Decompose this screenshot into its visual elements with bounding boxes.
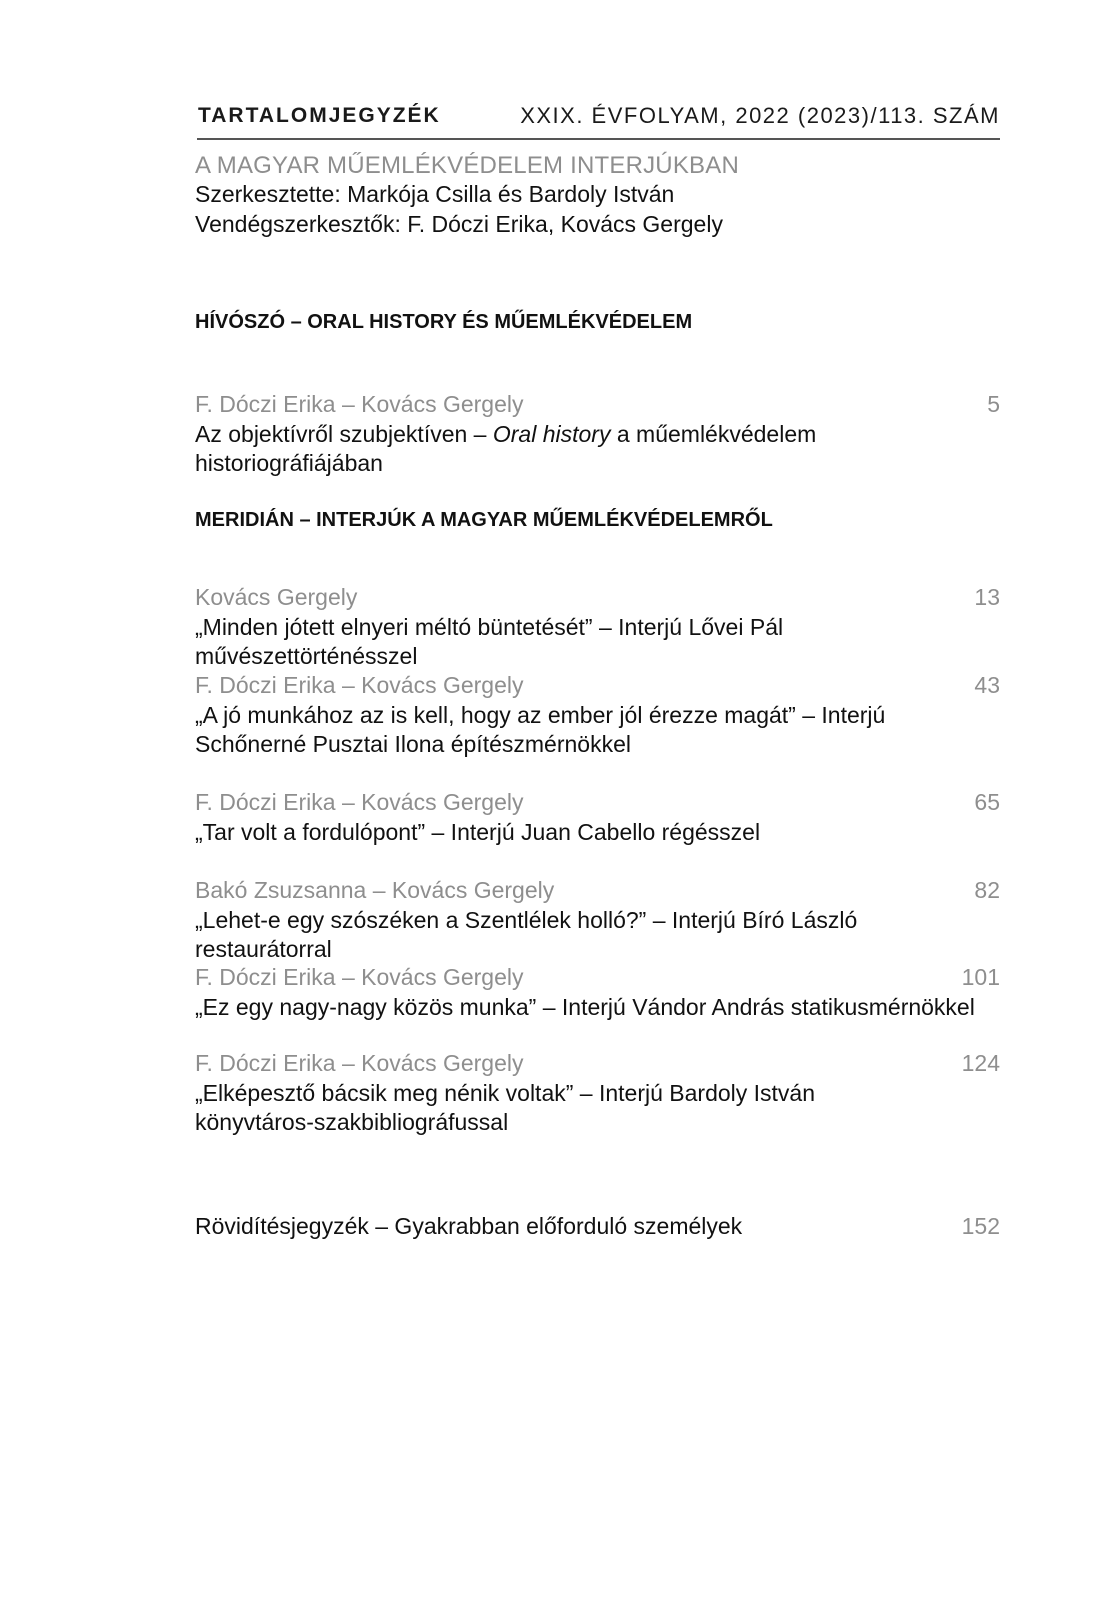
issue-guest-editors: Vendégszerkesztők: F. Dóczi Erika, Kovács Gergely	[195, 211, 723, 237]
page-header	[197, 100, 1000, 140]
entry-page-number: 43	[974, 672, 1000, 698]
issue-editors: Szerkesztette: Markója Csilla és Bardoly István	[195, 181, 675, 207]
entry-page-number: 82	[974, 877, 1000, 903]
entry-page-number: 152	[961, 1213, 1000, 1239]
entry-author: F. Dóczi Erika – Kovács Gergely	[195, 964, 524, 990]
entry-author: Kovács Gergely	[195, 584, 358, 610]
entry-title: „A jó munkához az is kell, hogy az ember jól érezze magát” – Interjú Schőnerné Pusztai Ilona építészmérnökkel	[195, 702, 886, 757]
entry-title: „Ez egy nagy-nagy közös munka” – Interjú Vándor András statikusmérnökkel	[195, 994, 975, 1020]
entry-title-part: a műemlékvédelem historiográfiájában	[195, 421, 817, 476]
entry-author: Bakó Zsuzsanna – Kovács Gergely	[195, 877, 555, 903]
entry-author: F. Dóczi Erika – Kovács Gergely	[195, 1050, 524, 1076]
header-issue-info: XXIX. ÉVFOLYAM, 2022 (2023)/113. SZÁM	[520, 103, 1000, 128]
issue-title: A MAGYAR MŰEMLÉKVÉDELEM INTERJÚKBAN	[195, 152, 739, 179]
entry-page-number: 101	[961, 964, 1000, 990]
entry-page-number: 124	[961, 1050, 1000, 1076]
entry-page-number: 65	[974, 789, 1000, 815]
section-title-meridian: MERIDIÁN – INTERJÚK A MAGYAR MŰEMLÉKVÉDELEMRŐL	[195, 509, 773, 531]
entry-title: Rövidítésjegyzék – Gyakrabban előforduló személyek	[195, 1213, 743, 1239]
toc-entry-abbreviations[interactable]	[195, 1213, 1000, 1245]
entry-title	[195, 420, 985, 478]
entry-author: F. Dóczi Erika – Kovács Gergely	[195, 672, 524, 698]
entry-page-number: 5	[987, 391, 1000, 417]
entry-title: „Elképesztő bácsik meg nénik voltak” – Interjú Bardoly István könyvtáros-szakbibliográfussal	[195, 1080, 816, 1135]
entry-page-number: 13	[974, 584, 1000, 610]
entry-title-italic: Oral history	[492, 421, 611, 447]
entry-title: „Tar volt a fordulópont” – Interjú Juan Cabello régésszel	[195, 819, 761, 845]
header-section-label: TARTALOMJEGYZÉK	[198, 104, 441, 127]
entry-author: F. Dóczi Erika – Kovács Gergely	[195, 789, 524, 815]
section-title-hivoszo: HÍVÓSZÓ – ORAL HISTORY ÉS MŰEMLÉKVÉDELEM	[195, 311, 693, 333]
entry-title-part: Az objektívről szubjektíven –	[195, 421, 493, 447]
entry-title: „Minden jótett elnyeri méltó büntetését” – Interjú Lővei Pál művészettörténésszel	[195, 614, 784, 669]
entry-title: „Lehet-e egy szószéken a Szentlélek holló?” – Interjú Bíró László restaurátorral	[195, 907, 858, 962]
entry-author: F. Dóczi Erika – Kovács Gergely	[195, 391, 524, 417]
